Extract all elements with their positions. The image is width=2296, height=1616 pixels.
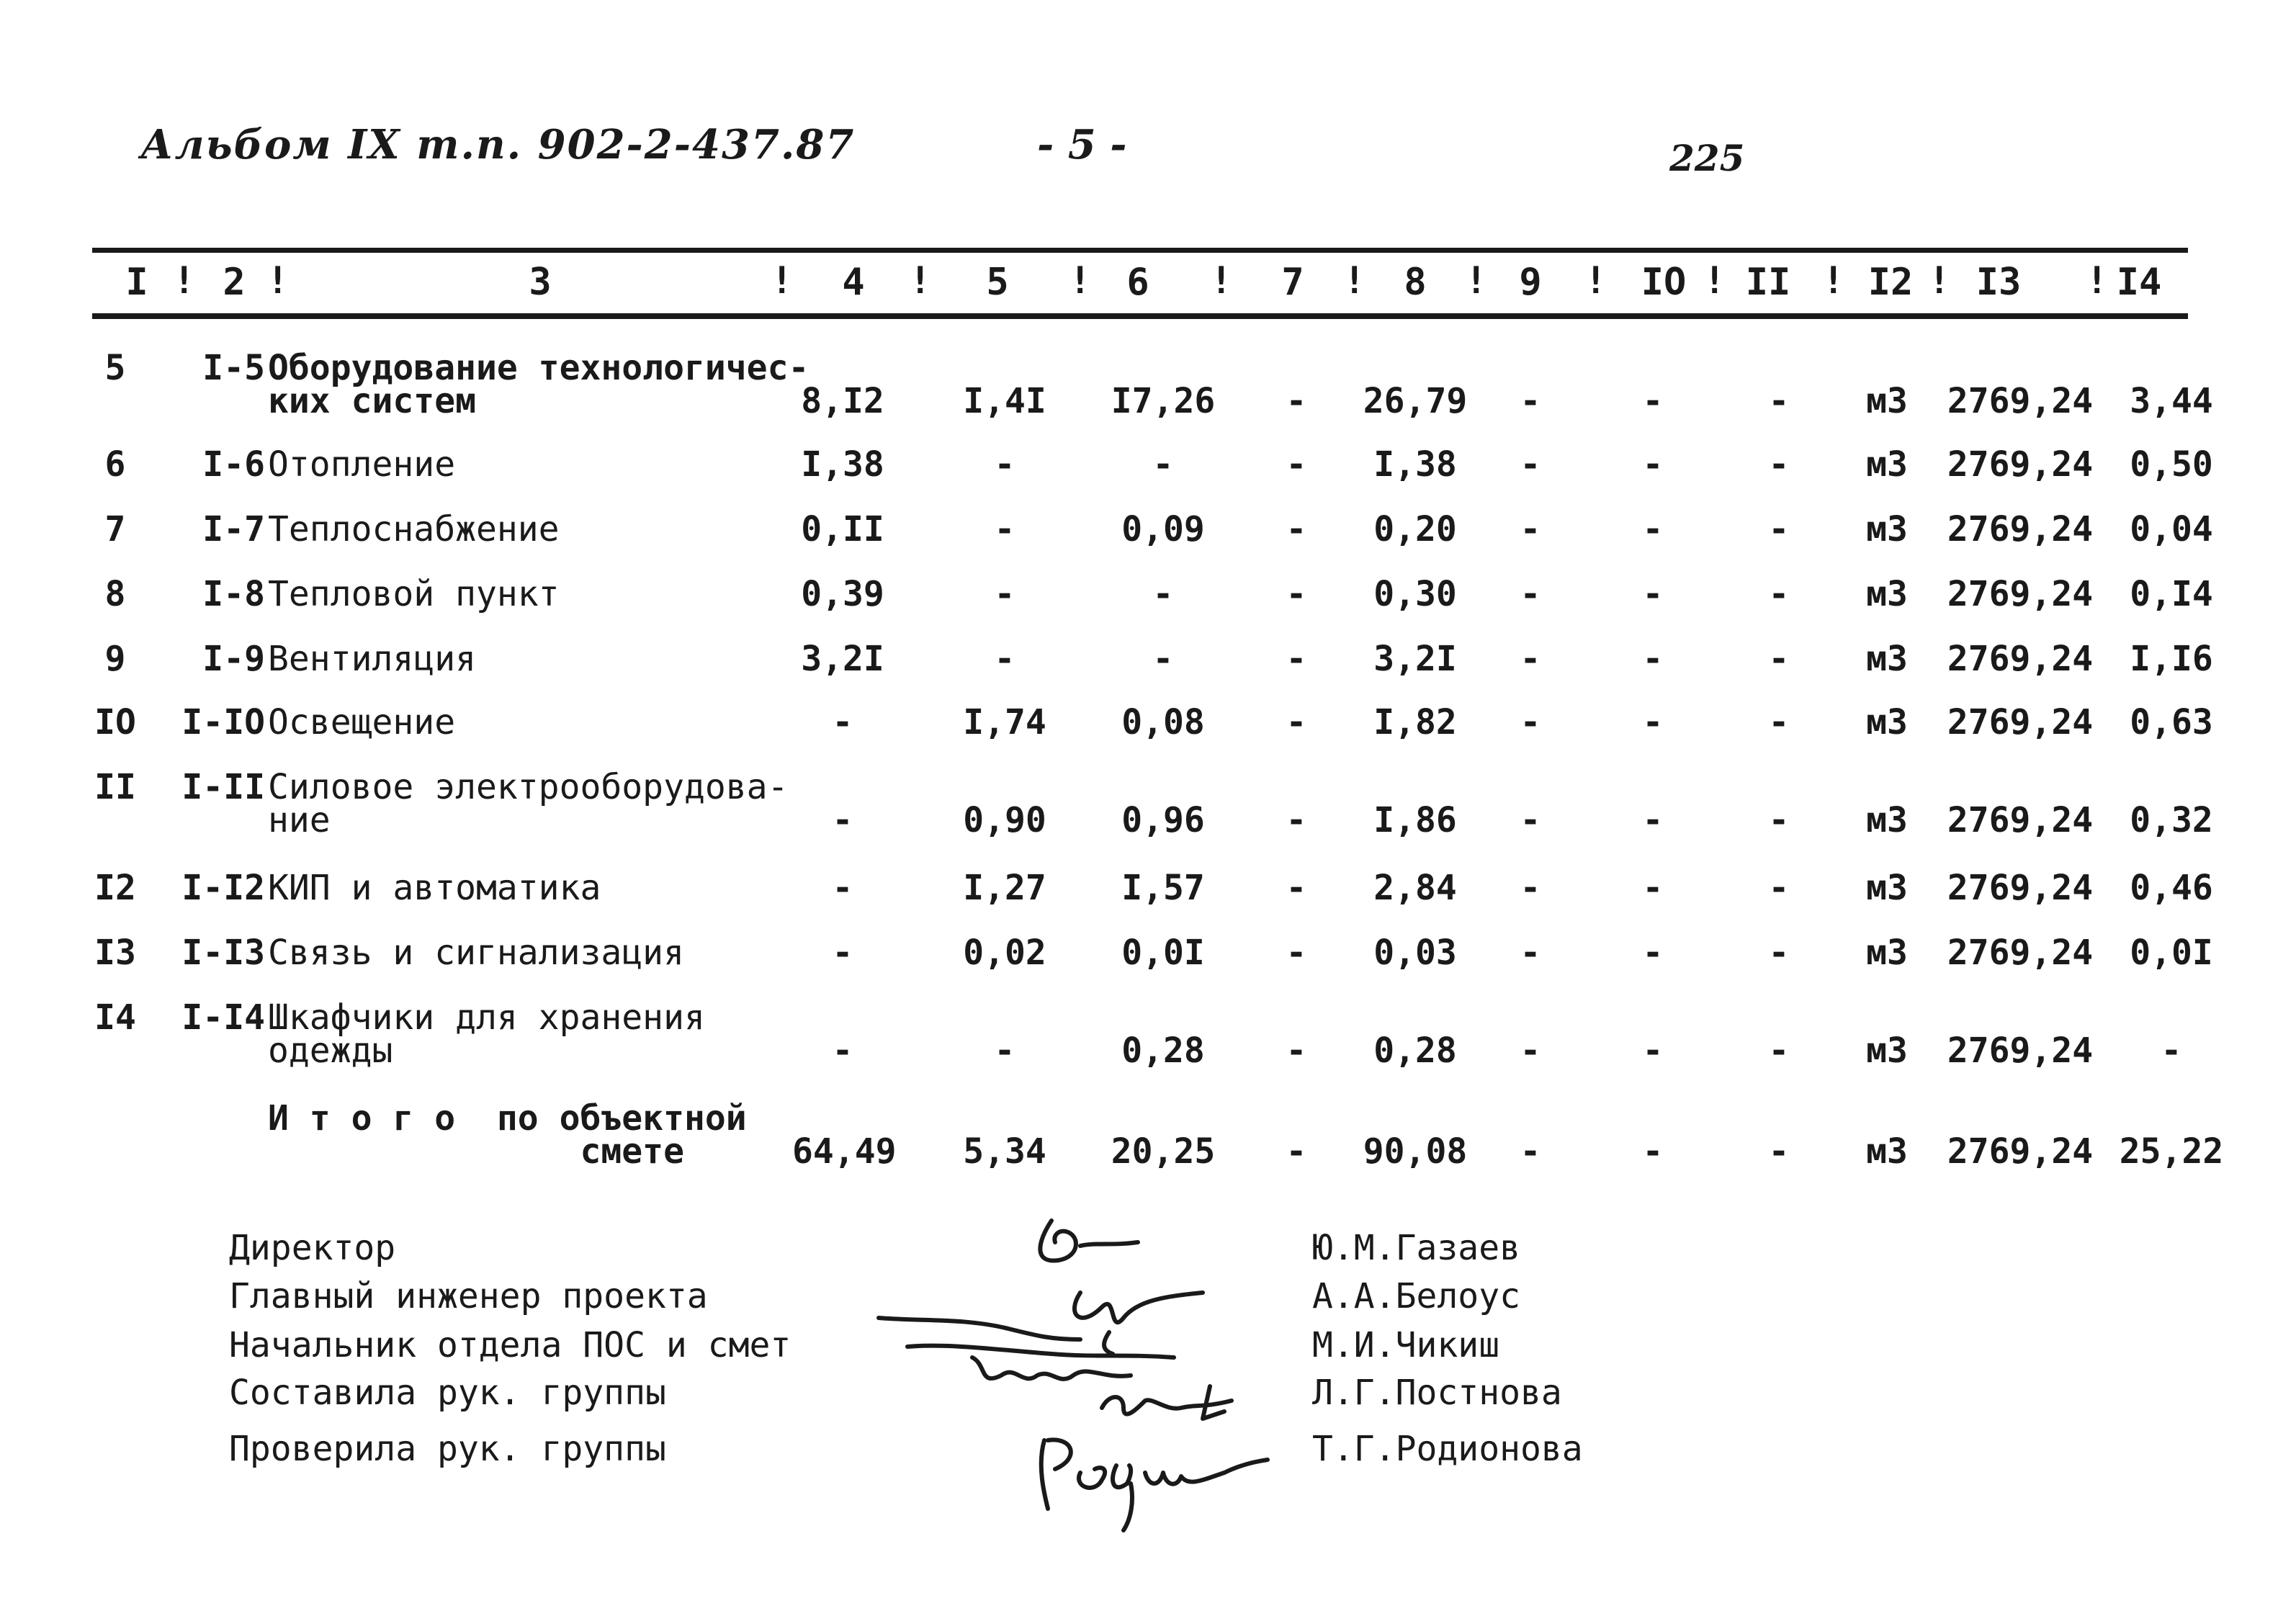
row-value-c14: 0,50	[2130, 444, 2213, 485]
signature-postnova	[1102, 1386, 1232, 1419]
col-header-8: 8	[1404, 261, 1427, 304]
page-mark: - 5 -	[1037, 121, 1127, 169]
row-number: 5	[104, 348, 126, 388]
header-separator: !	[909, 259, 932, 302]
signoff-name: Ю.М.Газаев	[1312, 1228, 1520, 1268]
row-value-c9: -	[1520, 444, 1541, 485]
signature-department-head	[879, 1318, 1174, 1357]
row-value-c7: -	[1286, 868, 1307, 908]
row-value-c4: -	[832, 868, 853, 908]
row-value-c8: 3,2I	[1373, 639, 1457, 679]
row-value-c13: 2769,24	[1947, 868, 2094, 908]
total-value-c6: 20,25	[1111, 1131, 1216, 1172]
row-value-c12: м3	[1866, 509, 1908, 549]
row-value-c13: 2769,24	[1947, 444, 2094, 485]
row-value-c11: -	[1768, 1031, 1790, 1071]
row-number: I4	[94, 997, 136, 1038]
album-reference: Альбом IX т.п. 902-2-437.87	[140, 121, 856, 169]
row-value-c6: 0,96	[1121, 800, 1205, 840]
row-value-c10: -	[1642, 444, 1664, 485]
row-name: Тепловой пункт	[268, 574, 560, 614]
row-value-c10: -	[1642, 509, 1664, 549]
row-name: Вентиляция	[268, 639, 476, 679]
col-header-14: I4	[2116, 261, 2162, 304]
total-value-c10: -	[1642, 1131, 1664, 1172]
page-number: 225	[1669, 137, 1745, 179]
row-value-c4: -	[832, 933, 853, 973]
header-separator: !	[771, 259, 794, 302]
row-value-c10: -	[1642, 933, 1664, 973]
row-value-c12: м3	[1866, 574, 1908, 614]
header-separator: !	[1928, 259, 1951, 302]
row-value-c11: -	[1768, 702, 1790, 742]
row-value-c4: 0,II	[801, 509, 884, 549]
row-value-c5: 0,02	[963, 933, 1046, 973]
col-header-2: 2	[223, 261, 246, 304]
row-value-c14: -	[2161, 1031, 2182, 1071]
row-value-c4: -	[832, 800, 853, 840]
header-separator: !	[173, 259, 196, 302]
row-name: Отопление	[268, 444, 456, 485]
row-value-c7: -	[1286, 381, 1307, 421]
row-value-c12: м3	[1866, 868, 1908, 908]
total-value-c9: -	[1520, 1131, 1541, 1172]
col-header-1: I	[125, 261, 148, 304]
row-value-c7: -	[1286, 800, 1307, 840]
row-value-c12: м3	[1866, 800, 1908, 840]
row-name: Оборудование технологичес- ких систем	[268, 348, 810, 421]
row-name: Освещение	[268, 702, 456, 742]
row-value-c14: 0,04	[2130, 509, 2213, 549]
row-value-c13: 2769,24	[1947, 509, 2094, 549]
row-value-c8: 0,30	[1373, 574, 1457, 614]
total-value-c7: -	[1286, 1131, 1307, 1172]
row-value-c8: I,82	[1373, 702, 1457, 742]
signoff-name: М.И.Чикиш	[1312, 1325, 1500, 1365]
signoff-name: Л.Г.Постнова	[1312, 1373, 1562, 1413]
row-value-c8: 0,03	[1373, 933, 1457, 973]
handwritten-signatures	[864, 1192, 1282, 1545]
table-header-rule	[92, 313, 2188, 319]
col-header-5: 5	[986, 261, 1009, 304]
row-value-c4: 0,39	[801, 574, 884, 614]
row-value-c6: 0,0I	[1121, 933, 1205, 973]
row-name: Связь и сигнализация	[268, 933, 684, 973]
signoff-role: Директор	[229, 1228, 396, 1268]
row-value-c6: -	[1152, 444, 1174, 485]
row-value-c8: I,86	[1373, 800, 1457, 840]
row-name: КИП и автоматика	[268, 868, 601, 908]
row-value-c11: -	[1768, 639, 1790, 679]
row-value-c12: м3	[1866, 444, 1908, 485]
signature-director	[1040, 1221, 1138, 1261]
col-header-7: 7	[1281, 261, 1304, 304]
row-value-c6: I7,26	[1111, 381, 1216, 421]
header-separator: !	[1822, 259, 1845, 302]
header-separator: !	[1703, 259, 1726, 302]
total-value-c11: -	[1768, 1131, 1790, 1172]
total-value-c5: 5,34	[963, 1131, 1046, 1172]
row-value-c10: -	[1642, 1031, 1664, 1071]
table-top-rule	[92, 248, 2188, 253]
signature-rodionova	[1041, 1440, 1268, 1530]
row-value-c13: 2769,24	[1947, 381, 2094, 421]
row-number: 9	[104, 639, 126, 679]
row-value-c7: -	[1286, 1031, 1307, 1071]
row-value-c6: -	[1152, 574, 1174, 614]
row-code: I-II	[181, 767, 265, 807]
row-number: 7	[104, 509, 126, 549]
row-value-c13: 2769,24	[1947, 702, 2094, 742]
header-separator: !	[2086, 259, 2109, 302]
col-header-13: I3	[1976, 261, 2022, 304]
row-value-c9: -	[1520, 509, 1541, 549]
row-value-c5: I,74	[963, 702, 1046, 742]
row-name: Теплоснабжение	[268, 509, 560, 549]
row-value-c7: -	[1286, 574, 1307, 614]
row-value-c4: -	[832, 1031, 853, 1071]
row-value-c4: 8,I2	[801, 381, 884, 421]
row-value-c4: I,38	[801, 444, 884, 485]
row-code: I-I3	[181, 933, 265, 973]
row-value-c9: -	[1520, 574, 1541, 614]
row-value-c13: 2769,24	[1947, 1031, 2094, 1071]
row-code: I-I4	[181, 997, 265, 1038]
row-value-c5: 0,90	[963, 800, 1046, 840]
row-number: 8	[104, 574, 126, 614]
signature-chikish	[972, 1357, 1131, 1379]
row-value-c6: 0,09	[1121, 509, 1205, 549]
row-value-c13: 2769,24	[1947, 933, 2094, 973]
row-value-c5: -	[994, 639, 1015, 679]
row-value-c9: -	[1520, 1031, 1541, 1071]
row-value-c11: -	[1768, 381, 1790, 421]
row-code: I-7	[202, 509, 265, 549]
row-number: IO	[94, 702, 136, 742]
signoff-name: А.А.Белоус	[1312, 1276, 1520, 1316]
row-value-c10: -	[1642, 381, 1664, 421]
row-value-c9: -	[1520, 800, 1541, 840]
row-value-c6: -	[1152, 639, 1174, 679]
row-code: I-I2	[181, 868, 265, 908]
header-separator: !	[1343, 259, 1366, 302]
row-name: Шкафчики для хранения одежды	[268, 997, 705, 1071]
row-value-c10: -	[1642, 574, 1664, 614]
row-code: I-6	[202, 444, 265, 485]
row-value-c7: -	[1286, 933, 1307, 973]
header-separator: !	[266, 259, 290, 302]
row-value-c14: 0,46	[2130, 868, 2213, 908]
row-value-c11: -	[1768, 574, 1790, 614]
row-value-c14: 3,44	[2130, 381, 2213, 421]
row-value-c12: м3	[1866, 702, 1908, 742]
row-number: I3	[94, 933, 136, 973]
row-value-c11: -	[1768, 933, 1790, 973]
row-value-c8: 0,20	[1373, 509, 1457, 549]
signature-chief-engineer	[1075, 1293, 1203, 1354]
row-value-c4: -	[832, 702, 853, 742]
row-value-c14: 0,0I	[2130, 933, 2213, 973]
row-value-c12: м3	[1866, 639, 1908, 679]
row-value-c8: 2,84	[1373, 868, 1457, 908]
row-name: Силовое электрооборудова- ние	[268, 767, 789, 840]
row-value-c10: -	[1642, 702, 1664, 742]
row-value-c7: -	[1286, 509, 1307, 549]
signoff-role: Проверила рук. группы	[229, 1429, 666, 1469]
row-value-c9: -	[1520, 381, 1541, 421]
row-value-c4: 3,2I	[801, 639, 884, 679]
total-value-c12: м3	[1866, 1131, 1908, 1172]
row-number: I2	[94, 868, 136, 908]
row-value-c5: I,4I	[963, 381, 1046, 421]
row-value-c12: м3	[1866, 1031, 1908, 1071]
row-number: 6	[104, 444, 126, 485]
total-value-c4: 64,49	[792, 1131, 897, 1172]
signoff-role: Главный инженер проекта	[229, 1276, 708, 1316]
col-header-6: 6	[1126, 261, 1149, 304]
total-value-c13: 2769,24	[1947, 1131, 2094, 1172]
row-value-c14: 0,63	[2130, 702, 2213, 742]
row-value-c13: 2769,24	[1947, 574, 2094, 614]
row-value-c8: I,38	[1373, 444, 1457, 485]
row-number: II	[94, 767, 136, 807]
row-value-c8: 26,79	[1363, 381, 1468, 421]
row-value-c9: -	[1520, 933, 1541, 973]
row-code: I-8	[202, 574, 265, 614]
col-header-9: 9	[1519, 261, 1542, 304]
row-value-c13: 2769,24	[1947, 800, 2094, 840]
row-value-c6: I,57	[1121, 868, 1205, 908]
signoff-name: Т.Г.Родионова	[1312, 1429, 1583, 1469]
row-value-c8: 0,28	[1373, 1031, 1457, 1071]
row-value-c11: -	[1768, 800, 1790, 840]
header-separator: !	[1210, 259, 1233, 302]
row-value-c5: -	[994, 444, 1015, 485]
row-value-c14: 0,32	[2130, 800, 2213, 840]
col-header-12: I2	[1867, 261, 1914, 304]
row-code: I-5	[202, 348, 265, 388]
row-value-c11: -	[1768, 509, 1790, 549]
row-value-c7: -	[1286, 444, 1307, 485]
row-value-c5: -	[994, 574, 1015, 614]
row-value-c12: м3	[1866, 381, 1908, 421]
row-value-c11: -	[1768, 444, 1790, 485]
row-value-c7: -	[1286, 639, 1307, 679]
total-value-c14: 25,22	[2119, 1131, 2224, 1172]
row-value-c7: -	[1286, 702, 1307, 742]
col-header-11: II	[1745, 261, 1791, 304]
row-value-c14: I,I6	[2130, 639, 2213, 679]
row-code: I-9	[202, 639, 265, 679]
row-value-c6: 0,08	[1121, 702, 1205, 742]
col-header-4: 4	[842, 261, 865, 304]
total-value-c8: 90,08	[1363, 1131, 1468, 1172]
row-value-c13: 2769,24	[1947, 639, 2094, 679]
row-value-c12: м3	[1866, 933, 1908, 973]
row-value-c5: -	[994, 1031, 1015, 1071]
row-value-c5: I,27	[963, 868, 1046, 908]
row-value-c11: -	[1768, 868, 1790, 908]
row-value-c5: -	[994, 509, 1015, 549]
signoff-role: Составила рук. группы	[229, 1373, 666, 1413]
row-code: I-IO	[181, 702, 265, 742]
col-header-3: 3	[529, 261, 552, 304]
row-value-c9: -	[1520, 702, 1541, 742]
row-value-c14: 0,I4	[2130, 574, 2213, 614]
row-value-c9: -	[1520, 639, 1541, 679]
header-separator: !	[1069, 259, 1092, 302]
row-value-c6: 0,28	[1121, 1031, 1205, 1071]
signoff-role: Начальник отдела ПОС и смет	[229, 1325, 792, 1365]
row-value-c10: -	[1642, 639, 1664, 679]
row-value-c9: -	[1520, 868, 1541, 908]
row-value-c10: -	[1642, 800, 1664, 840]
total-label: И т о г о по объектной смете	[268, 1098, 747, 1172]
row-value-c10: -	[1642, 868, 1664, 908]
col-header-10: IO	[1641, 261, 1687, 304]
header-separator: !	[1584, 259, 1607, 302]
header-separator: !	[1465, 259, 1488, 302]
